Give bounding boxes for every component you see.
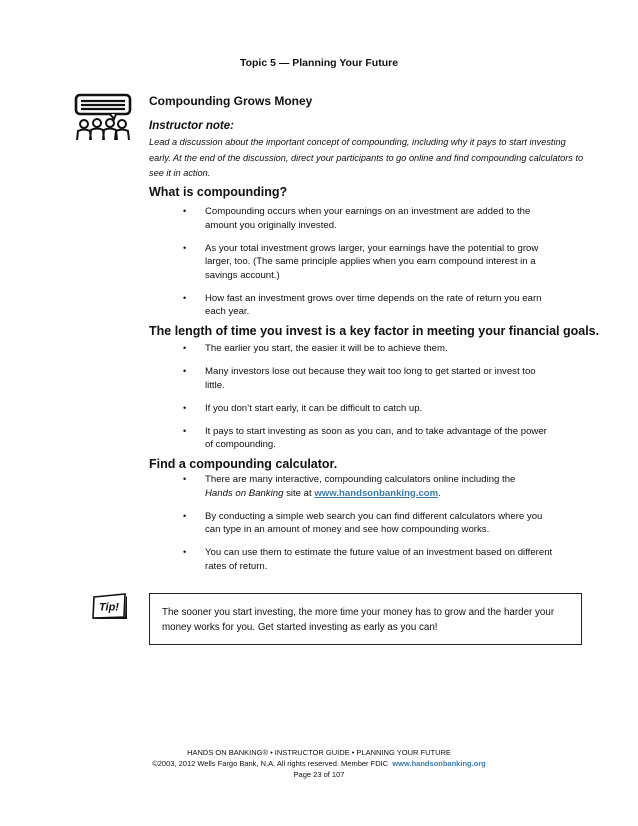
instructor-note-text: Lead a discussion about the important concept of compounding, including why it pays to start investing early. At the end of the discussion, direct your participants to go online and find compounding calculators to see it in action. [149, 137, 584, 178]
tip-badge-icon [91, 593, 127, 619]
tip-badge-label: Tip! [99, 601, 119, 614]
list-item: • Many investors lose out because they wait too long to get started or invest too little. [183, 365, 553, 392]
instructor-note-label: Instructor note: [149, 120, 234, 132]
section-heading-time: The length of time you invest is a key factor in meeting your financial goals. [149, 324, 600, 338]
list-item: • If you don’t start early, it can be difficult to catch up. [183, 402, 553, 416]
list-item: • As your total investment grows larger, your earnings have the potential to grow larger, too. (The same principle applies when you earn compound interest in a savings account.) [183, 242, 553, 283]
page-number: Page 23 of 107 [293, 770, 345, 779]
footer-line-2 [0, 758, 638, 769]
time-factor-list [183, 342, 553, 461]
copyright-text: ©2003, 2012 Wells Fargo Bank, N.A. All rights reserved. Member FDIC [152, 759, 389, 768]
list-item: • By conducting a simple web search you can find different calculators where you can type in an amount of money and see how compounding works. [183, 510, 553, 537]
list-item: • You can use them to estimate the future value of an investment based on different rates of return. [183, 546, 553, 573]
compounding-list [183, 205, 553, 328]
section-heading-calculator: Find a compounding calculator. [149, 457, 338, 471]
list-item [183, 473, 553, 500]
footer-line-1: HANDS ON BANKING® • INSTRUCTOR GUIDE • PLANNING YOUR FUTURE [187, 748, 451, 757]
list-item: • It pays to start investing as soon as you can, and to take advantage of the power of compounding. [183, 425, 553, 452]
site-name: Hands on Banking [205, 487, 284, 499]
group-discussion-icon [74, 93, 132, 141]
item-text: There are many interactive, compounding calculators online including the [205, 474, 516, 485]
page-title: Compounding Grows Money [149, 94, 313, 108]
footer-link[interactable]: www.handsonbanking.org [392, 759, 486, 768]
handsonbanking-link[interactable]: www.handsonbanking.com [314, 487, 439, 499]
topic-header: Topic 5 — Planning Your Future [239, 57, 399, 69]
item-text: site at [283, 487, 315, 499]
section-heading-compounding: What is compounding? [149, 185, 288, 199]
list-item: • The earlier you start, the easier it will be to achieve them. [183, 342, 553, 356]
item-text: . [438, 487, 441, 499]
tip-box [149, 593, 582, 645]
calculator-list [183, 473, 553, 583]
list-item: • Compounding occurs when your earnings on an investment are added to the amount you originally invested. [183, 205, 553, 232]
list-item: • How fast an investment grows over time depends on the rate of return you earn each year. [183, 292, 553, 319]
tip-text: The sooner you start investing, the more time your money has to grow and the harder your money works for you. Get started investing as early as you can! [162, 607, 555, 633]
